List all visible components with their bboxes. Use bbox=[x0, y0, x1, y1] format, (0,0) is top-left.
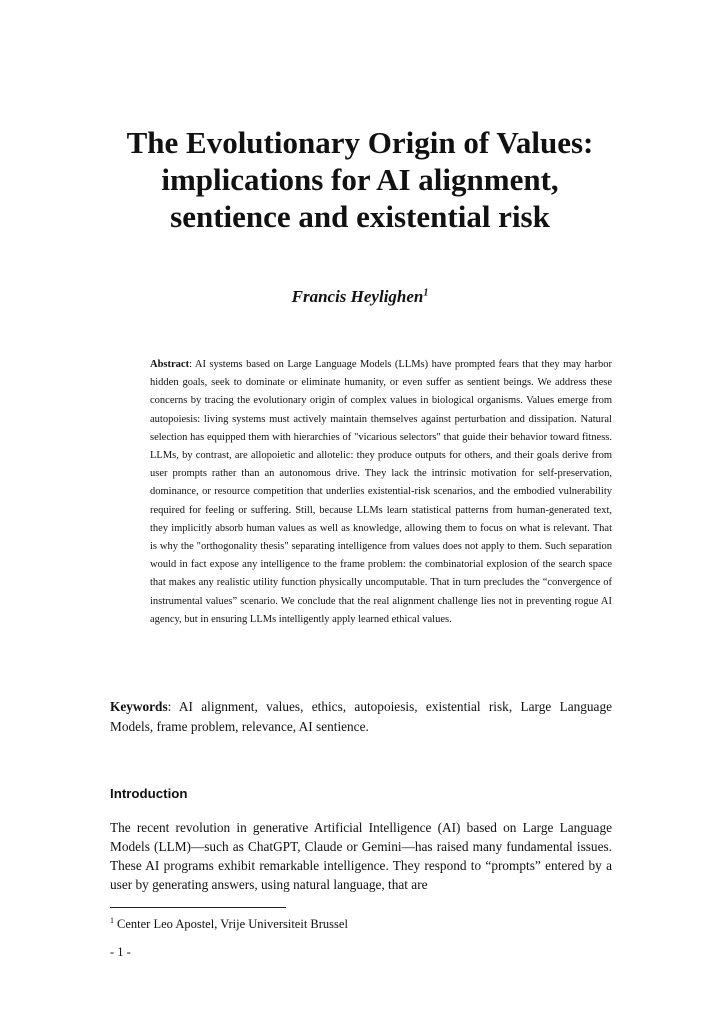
keywords-text: : AI alignment, values, ethics, autopoiesis, existential risk, Large Language Models, frame problem, relevance, AI sentience. bbox=[110, 699, 612, 734]
footnote-marker: 1 bbox=[110, 915, 114, 925]
title-line-2: implications for AI alignment, bbox=[161, 162, 559, 197]
abstract bbox=[150, 356, 612, 629]
page-number: - 1 - bbox=[110, 945, 131, 959]
footnote bbox=[110, 916, 348, 933]
footnote-divider bbox=[110, 907, 286, 908]
abstract-label: Abstract bbox=[150, 359, 190, 370]
paper-title bbox=[60, 124, 660, 235]
author-line bbox=[60, 287, 660, 307]
introduction-heading: Introduction bbox=[110, 786, 188, 801]
introduction-paragraph: The recent revolution in generative Artificial Intelligence (AI) based on Large Language Models (LLM)—such as ChatGPT, Claude or Gemini—has raised many fundamental issues. These AI programs exhibit remarkable intelligence. They respond to “prompts” entered by a user by generating answers, using natural language, that are bbox=[110, 820, 612, 892]
author-footnote-marker: 1 bbox=[423, 287, 429, 299]
author-name: Francis Heylighen bbox=[291, 287, 424, 306]
footnote-text: Center Leo Apostel, Vrije Universiteit Brussel bbox=[117, 917, 348, 931]
keywords-label: Keywords bbox=[110, 699, 168, 714]
title-line-3: sentience and existential risk bbox=[170, 199, 550, 234]
abstract-text: : AI systems based on Large Language Models (LLMs) have prompted fears that they may harbor hidden goals, seek to dominate or eliminate humanity, or even suffer as sentient beings. We address these concerns by tracing the evolutionary origin of complex values in biological organisms. Values emerge from autopoiesis: living systems must actively maintain themselves against perturbation and dissipation. Natural selection has equipped them with hierarchies of "vicarious selectors" that guide their behavior toward fitness. LLMs, by contrast, are allopoietic and allotelic: they produce outputs for others, and their goals derive from user prompts rather than an autonomous drive. They lack the intrinsic motivation for self-preservation, dominance, or resource competition that underlies existential-risk scenarios, and the embodied vulnerability required for feeling or suffering. Still, because LLMs learn statistical patterns from human-generated text, they implicitly absorb human values as well as knowledge, allowing them to focus on what is relevant. That is why the "orthogonality thesis" separating intelligence from values does not apply to them. Such separation would in fact expose any intelligence to the frame problem: the combinatorial explosion of the search space that makes any realistic utility function physically uncomputable. That in turn precludes the “convergence of instrumental values” scenario. We conclude that the real alignment challenge lies not in preventing rogue AI agency, but in ensuring LLMs intelligently apply learned ethical values. bbox=[150, 359, 612, 625]
title-line-1: The Evolutionary Origin of Values: bbox=[126, 125, 594, 160]
keywords bbox=[110, 697, 612, 736]
